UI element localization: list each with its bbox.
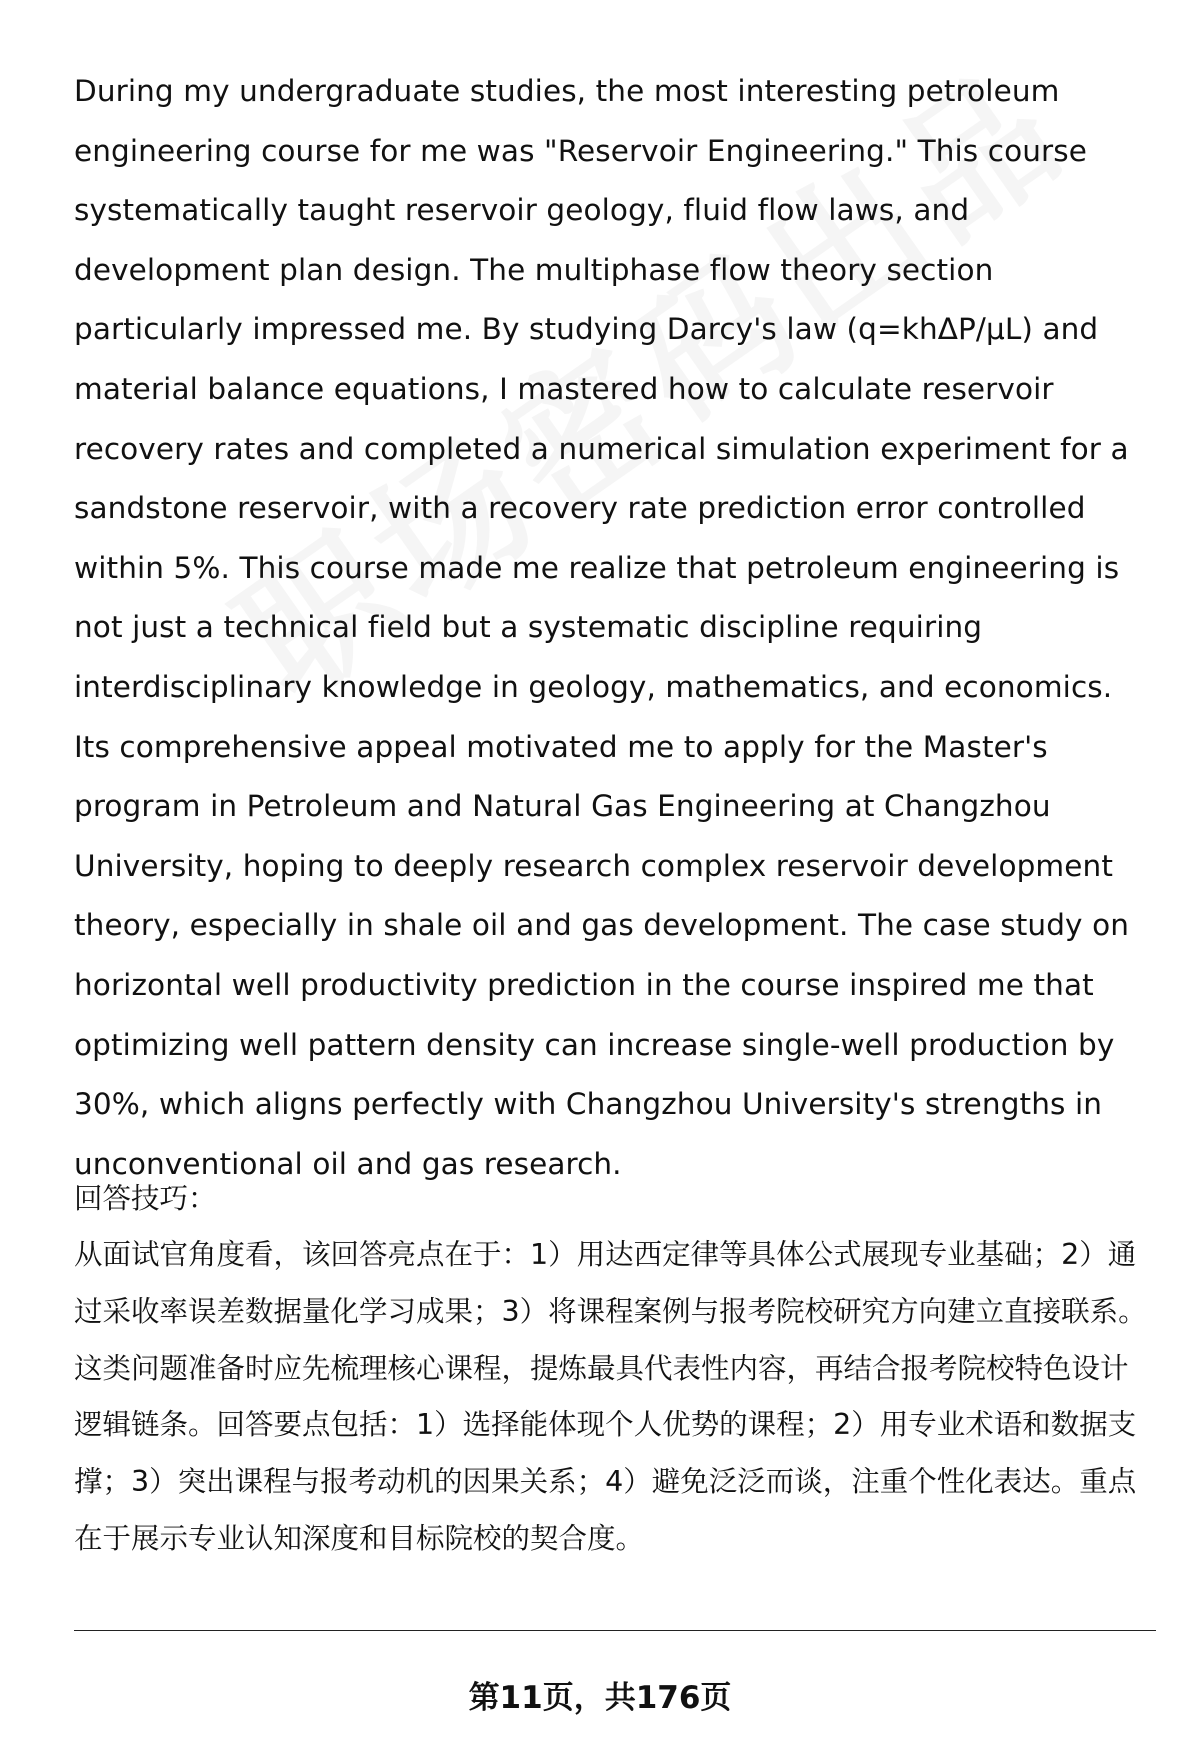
- tips-title: 回答技巧：: [74, 1182, 217, 1215]
- answer-paragraph: During my undergraduate studies, the most interesting petroleum engineering course for me was "Reservoir Engineering." This course systematically taught reservoir geology, fluid flow laws, and development plan design. The multiphase flow theory section particularly impressed me. By studying Darcy's law (q=khΔP/μL) and material balance equations, I mastered how to calculate reservoir recovery rates and completed a numerical simulation experiment for a sandstone reservoir, with a recovery rate prediction error controlled within 5%. This course made me realize that petroleum engineering is not just a technical field but a systematic discipline requiring interdisciplinary knowledge in geology, mathematics, and economics. Its comprehensive appeal motivated me to apply for the Master's program in Petroleum and Natural Gas Engineering at Changzhou University, hoping to deeply research complex reservoir development theory, especially in shale oil and gas development. The case study on horizontal well productivity prediction in the course inspired me that optimizing well pattern density can increase single-well production by 30%, which aligns perfectly with Changzhou University's strengths in unconventional oil and gas research.: [74, 74, 1130, 1181]
- page-number: 第11页，共176页: [468, 1680, 732, 1716]
- footer-divider: [74, 1630, 1156, 1631]
- tips-body: 从面试官角度看，该回答亮点在于：1）用达西定律等具体公式展现专业基础；2）通过采收率误差数据量化学习成果；3）将课程案例与报考院校研究方向建立直接联系。这类问题准备时应先梳理核心课程，提炼最具代表性内容，再结合报考院校特色设计逻辑链条。回答要点包括：1）选择能体现个人优势的课程；2）用专业术语和数据支撑；3）突出课程与报考动机的因果关系；4）避免泛泛而谈，注重个性化表达。重点在于展示专业认知深度和目标院校的契合度。: [74, 1238, 1147, 1555]
